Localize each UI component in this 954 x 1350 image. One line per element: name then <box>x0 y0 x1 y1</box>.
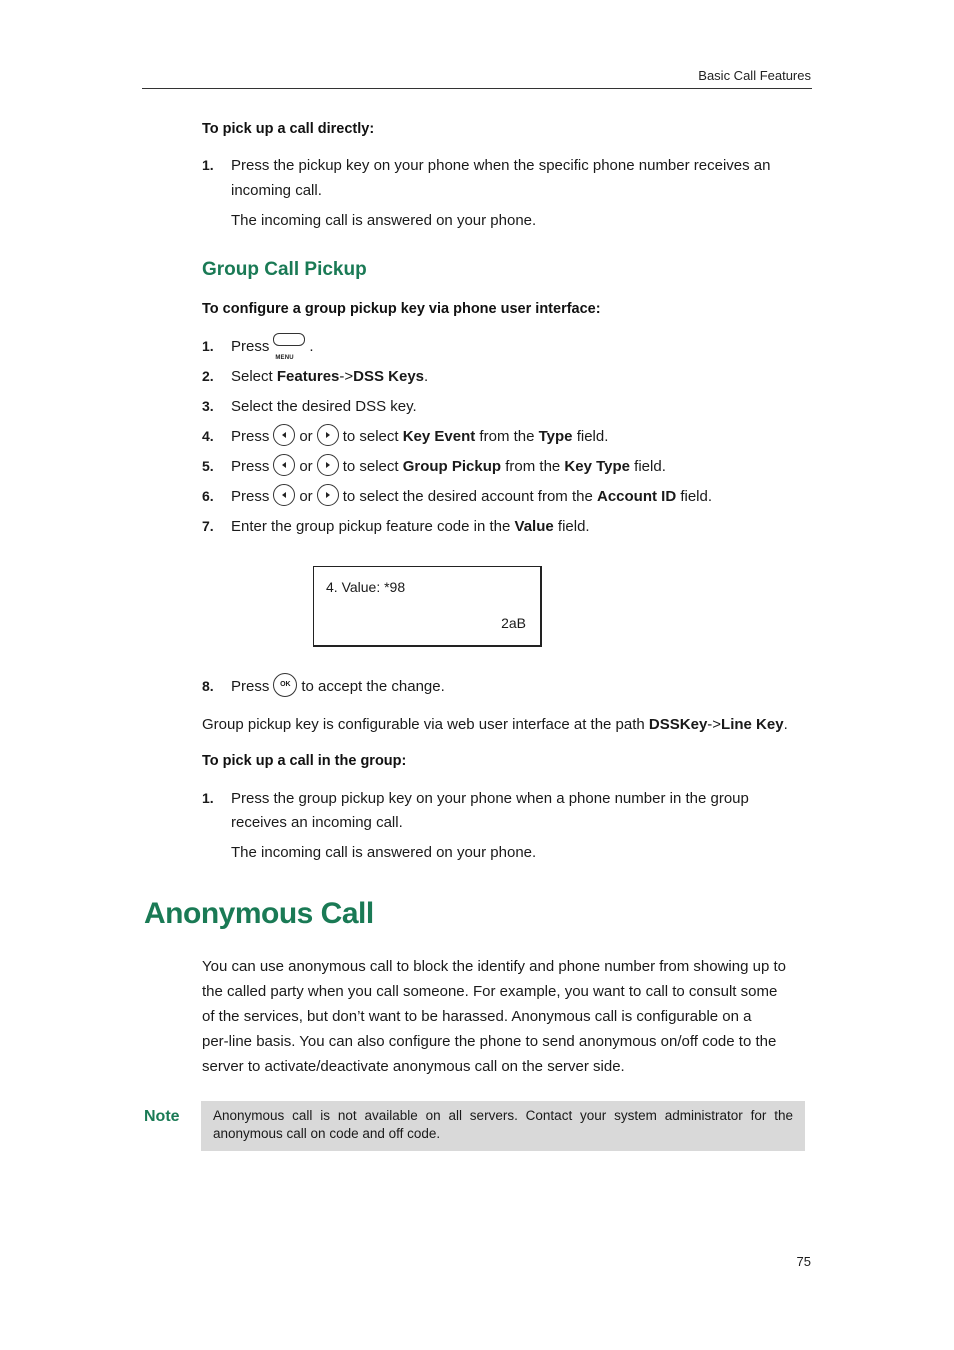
right-arrow-key-icon <box>317 454 339 476</box>
step-or: or <box>299 458 313 475</box>
note-label: Note <box>144 1108 180 1125</box>
step-word: to select <box>342 428 403 445</box>
path-line-key: Line Key <box>721 716 784 733</box>
menu-path-features: Features <box>276 368 340 385</box>
step-word: Press <box>231 458 270 475</box>
step-word: from the <box>475 428 539 445</box>
step-number: 4. <box>202 428 214 444</box>
step-text: Press the group pickup key on your phone when a phone number in the group <box>231 790 749 807</box>
menu-key-label: MENU <box>275 355 294 362</box>
step-number: 3. <box>202 398 214 414</box>
paragraph-line: of the services, but don’t want to be harassed. Anonymous call is configurable on a <box>202 1008 752 1025</box>
pickup-step-1-cont: receives an incoming call. <box>231 814 403 831</box>
procedure-title-direct: To pick up a call directly: <box>202 121 375 137</box>
note-box <box>201 1101 805 1151</box>
ok-key-icon: OK <box>273 673 297 697</box>
step-word: to select the desired account from the <box>342 488 597 505</box>
step-word: Enter the group pickup feature code in the <box>231 518 515 535</box>
right-arrow-key-icon <box>317 424 339 446</box>
step-word: Press <box>231 488 270 505</box>
menu-path-dss-keys: DSS Keys <box>353 368 425 385</box>
step-word: field. <box>676 488 713 505</box>
step-text <box>231 454 806 479</box>
step-punct: . <box>309 338 314 355</box>
procedure-title-pickup-group: To pick up a call in the group: <box>202 753 407 769</box>
field-account-id: Account ID <box>597 488 677 505</box>
step-or: or <box>299 488 313 505</box>
menu-key-icon <box>273 333 305 362</box>
left-arrow-key-icon <box>273 484 295 506</box>
section-heading-group-pickup: Group Call Pickup <box>202 259 367 280</box>
direct-step-1-cont: incoming call. <box>231 182 322 199</box>
paragraph-line: the called party when you call someone. For example, you want to call to consult some <box>202 983 778 1000</box>
phone-lcd-screen <box>313 566 542 647</box>
path-dsskey: DSSKey <box>648 716 708 733</box>
step-number: 1. <box>202 157 214 173</box>
step-text <box>231 424 806 449</box>
path-arrow: -> <box>707 716 722 733</box>
step-number: 8. <box>202 678 214 694</box>
step-number: 5. <box>202 458 214 474</box>
field-value: Value <box>514 518 554 535</box>
direct-result: The incoming call is answered on your phone. <box>231 212 537 229</box>
step-text: Select the desired DSS key. <box>231 398 417 415</box>
paragraph-line: server to activate/deactivate anonymous call on the server side. <box>202 1058 625 1075</box>
step-text: Press the pickup key on your phone when the specific phone number receives an <box>231 157 771 174</box>
step-number: 6. <box>202 488 214 504</box>
step-word: to accept the change. <box>301 678 445 695</box>
note-text: Anonymous call is not available on all servers. Contact your system administrator for the anonymous call on code and off code. <box>213 1108 793 1141</box>
field-type: Type <box>538 428 573 445</box>
paragraph-line: per-line basis. You can also configure the phone to send anonymous on/off code to the <box>202 1033 777 1050</box>
step-word: to select <box>342 458 403 475</box>
step-text <box>231 364 806 389</box>
path-arrow: -> <box>339 368 354 385</box>
procedure-title-configure: To configure a group pickup key via phone user interface: <box>202 301 601 317</box>
option-group-pickup: Group Pickup <box>402 458 502 475</box>
lcd-line-1: 4. Value: *98 <box>326 579 406 595</box>
lcd-input-mode: 2aB <box>501 615 526 631</box>
step-number: 1. <box>202 790 214 806</box>
step-word: Press <box>231 678 270 695</box>
step-word: from the <box>501 458 565 475</box>
field-key-type: Key Type <box>564 458 631 475</box>
step-text <box>231 674 806 699</box>
step-or: or <box>299 428 313 445</box>
right-arrow-key-icon <box>317 484 339 506</box>
note-punct: . <box>783 716 788 733</box>
running-header: Basic Call Features <box>698 68 811 83</box>
step-punct: . <box>424 368 429 385</box>
option-key-event: Key Event <box>402 428 476 445</box>
step-word: Press <box>231 338 270 355</box>
step-word: field. <box>630 458 666 475</box>
header-rule <box>142 88 812 89</box>
step-word: field. <box>572 428 609 445</box>
left-arrow-key-icon <box>273 454 295 476</box>
step-number: 7. <box>202 518 214 534</box>
step-text <box>231 514 806 539</box>
step-number: 2. <box>202 368 214 384</box>
paragraph-line: You can use anonymous call to block the identify and phone number from showing up to <box>202 958 786 975</box>
step-word: Press <box>231 428 270 445</box>
pickup-result: The incoming call is answered on your phone. <box>231 844 537 861</box>
step-text <box>231 484 806 509</box>
left-arrow-key-icon <box>273 424 295 446</box>
step-word: field. <box>553 518 590 535</box>
step-text <box>231 334 806 362</box>
step-number: 1. <box>202 338 214 354</box>
step-word: Select <box>231 368 277 385</box>
web-path-note <box>202 712 814 737</box>
page-number: 75 <box>796 1254 811 1269</box>
note-text: Group pickup key is configurable via web user interface at the path <box>202 716 649 733</box>
chapter-heading-anonymous-call: Anonymous Call <box>144 897 374 930</box>
anonymous-paragraph <box>202 954 814 1079</box>
